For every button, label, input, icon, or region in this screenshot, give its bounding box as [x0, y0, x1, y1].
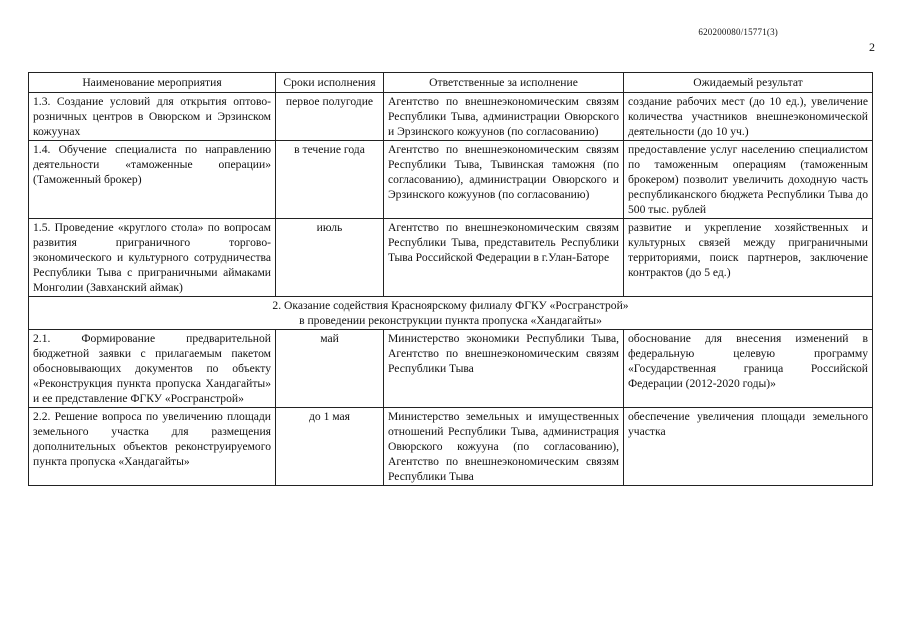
section-heading-line-2: в проведении реконструкции пункта пропуска «Хандагайты» [299, 314, 602, 327]
table-row [29, 219, 873, 297]
table-row [29, 141, 873, 219]
responsible-cell: Агентство по внешнеэкономическим связям Республики Тыва, представитель Республики Тыва Российской Федерации в г.Улан-Баторе [384, 219, 624, 297]
column-header-result: Ожидаемый результат [624, 73, 873, 93]
table-row [29, 330, 873, 408]
result-cell: развитие и укрепление хозяйственных и культурных связей между приграничными территориями, поиск партнеров, заключение контрактов (до 5 ед.) [624, 219, 873, 297]
table-row [29, 408, 873, 486]
result-cell: создание рабочих мест (до 10 ед.), увеличение количества участников внешнеэкономической деятельности (до 10 уч.) [624, 93, 873, 141]
document-number: 620200080/15771(3) [698, 27, 778, 37]
table-row [29, 93, 873, 141]
term-cell: июль [276, 219, 384, 297]
measures-table [28, 72, 873, 486]
responsible-cell: Агентство по внешнеэкономическим связям Республики Тыва, Тывинская таможня (по согласованию), администрации Овюрского и Эрзинского кожуунов (по согласованию) [384, 141, 624, 219]
measure-name-cell: 1.3. Создание условий для открытия оптово-розничных центров в Овюрском и Эрзинском кожуунах [29, 93, 276, 141]
column-header-term: Сроки исполнения [276, 73, 384, 93]
responsible-cell: Агентство по внешнеэкономическим связям Республики Тыва, администрации Овюрского и Эрзинского кожуунов (по согласованию) [384, 93, 624, 141]
measure-name-cell: 1.5. Проведение «круглого стола» по вопросам развития приграничного торгово-экономического и культурного сотрудничества Республики Тыва с приграничными аймаками Монголии (Завханский аймак) [29, 219, 276, 297]
term-cell: май [276, 330, 384, 408]
measure-name-cell: 2.2. Решение вопроса по увеличению площади земельного участка для размещения дополнительных объектов реконструируемого пункта пропуска «Хандагайты» [29, 408, 276, 486]
term-cell: в течение года [276, 141, 384, 219]
section-heading [29, 297, 873, 330]
page-number: 2 [869, 40, 875, 54]
table-header-row [29, 73, 873, 93]
term-cell: до 1 мая [276, 408, 384, 486]
result-cell: предоставление услуг населению специалистом по таможенным операциям (таможенным брокером) позволит увеличить доходную часть республиканского бюджета Республики Тыва до 500 тыс. рублей [624, 141, 873, 219]
measure-name-cell: 2.1. Формирование предварительной бюджетной заявки с прилагаемым пакетом обосновывающих документов по объекту «Реконструкция пункта пропуска Хандагайты» и ее представление ФГКУ «Росгранстрой» [29, 330, 276, 408]
section-heading-line-1: 2. Оказание содействия Красноярскому филиалу ФГКУ «Росгранстрой» [272, 299, 629, 312]
responsible-cell: Министерство экономики Республики Тыва, Агентство по внешнеэкономическим связям Республики Тыва [384, 330, 624, 408]
section-heading-row [29, 297, 873, 330]
result-cell: обеспечение увеличения площади земельного участка [624, 408, 873, 486]
column-header-responsible: Ответственные за исполнение [384, 73, 624, 93]
column-header-name: Наименование мероприятия [29, 73, 276, 93]
measure-name-cell: 1.4. Обучение специалиста по направлению деятельности «таможенные операции» (Таможенный брокер) [29, 141, 276, 219]
result-cell: обоснование для внесения изменений в федеральную целевую программу «Государственная граница Российской Федерации (2012-2020 годы)» [624, 330, 873, 408]
term-cell: первое полугодие [276, 93, 384, 141]
responsible-cell: Министерство земельных и имущественных отношений Республики Тыва, администрация Овюрского кожууна (по согласованию), Агентство по внешнеэкономическим связям Республики Тыва [384, 408, 624, 486]
